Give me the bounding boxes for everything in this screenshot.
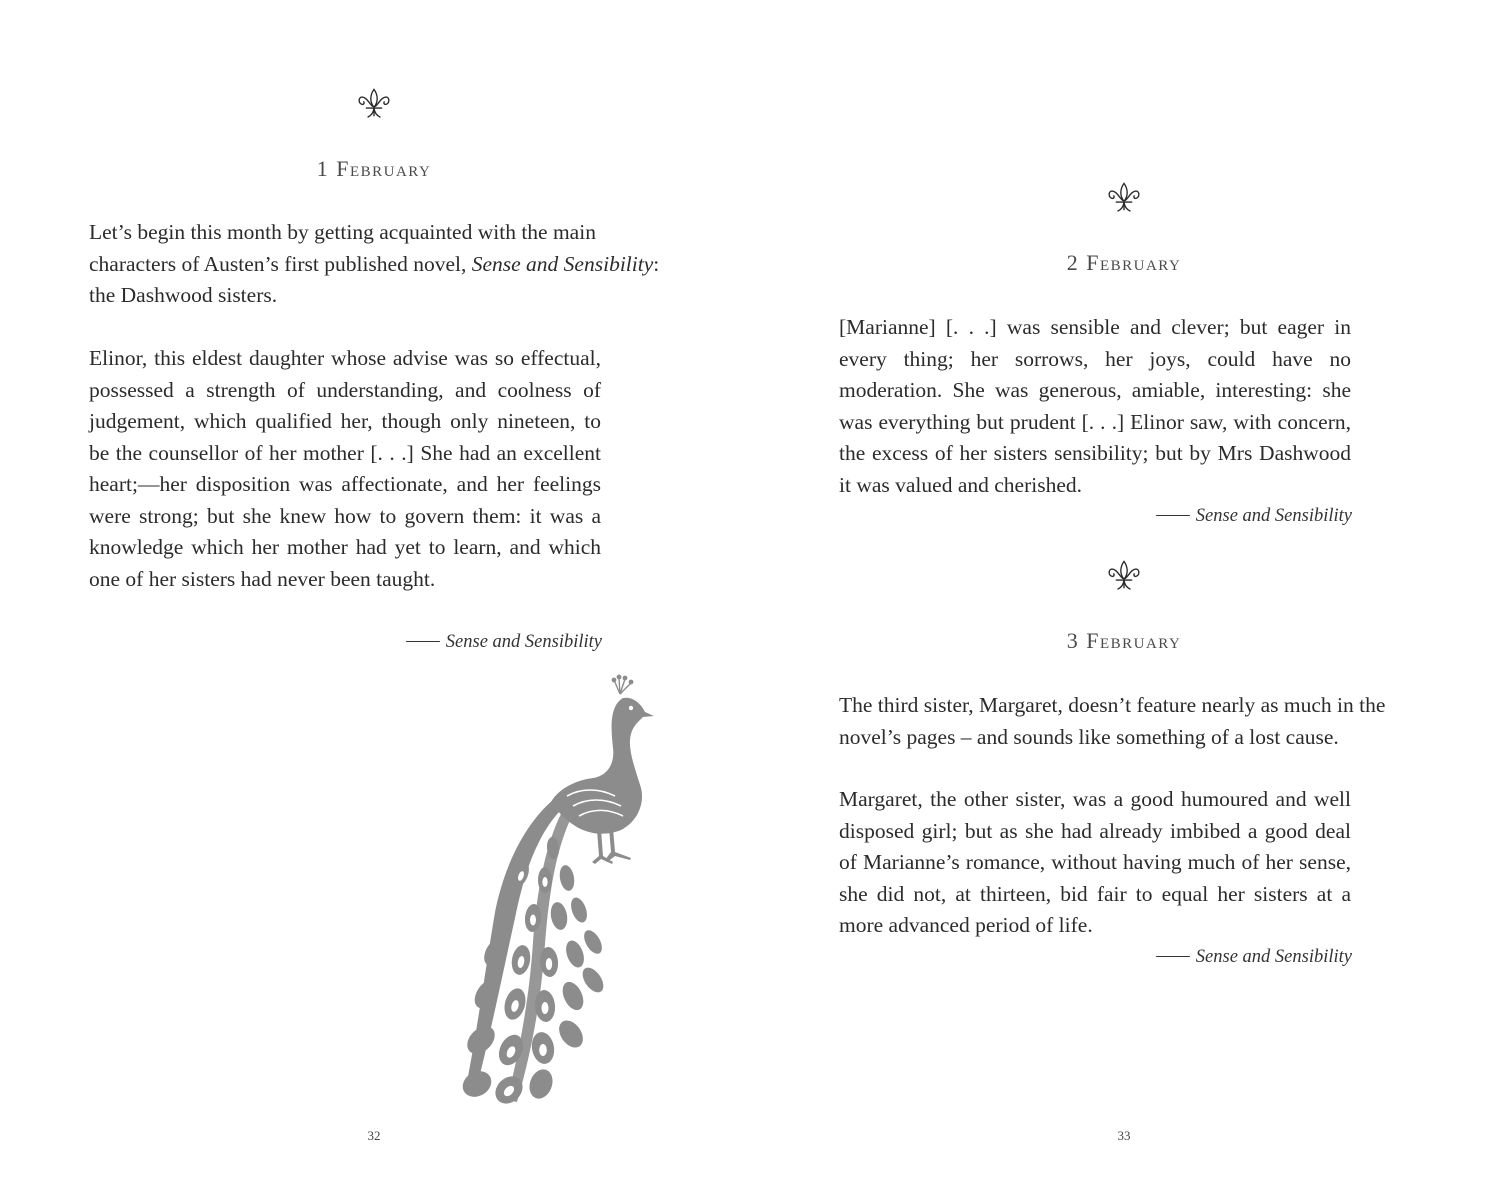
- entry-date-feb-3: 3 February: [1066, 628, 1182, 653]
- dash-rule: [1156, 515, 1190, 516]
- page-number: 32: [367, 1128, 381, 1143]
- page-number: 33: [1117, 1128, 1131, 1143]
- attribution: [1156, 947, 1352, 968]
- attribution-text: Sense and Sensibility: [1195, 506, 1352, 526]
- intro-text: Let’s begin this month by getting acquainted with the main characters of Austen’s first published novel,: [89, 220, 596, 276]
- entry-quote: Elinor, this eldest daughter whose advise was so effectual, possessed a strength of understanding, and coolness of judgement, which qualified her, though only nineteen, to be the counsellor of her mother [. . .] She had an excellent heart;—her disposition was affectionate, and her feelings were strong; but she knew how to govern them: it was a knowledge which her mother had yet to learn, and which one of her sisters had never been taught.: [89, 346, 601, 591]
- entry-quote: Margaret, the other sister, was a good humoured and well disposed girl; but as she had already imbibed a good deal of Marianne’s romance, without having much of her sense, she did not, at thirteen, bid fair to equal her sisters at a more advanced period of life.: [839, 787, 1351, 937]
- fleur-de-lis-icon: [357, 86, 391, 120]
- attribution: [1156, 506, 1352, 527]
- attribution-text: Sense and Sensibility: [445, 632, 602, 652]
- right-page: [750, 0, 1500, 1179]
- intro-suffix: : the Dashwood sisters.: [89, 251, 660, 307]
- entry-date-feb-1: 1 February: [316, 156, 432, 181]
- attribution-text: Sense and Sensibility: [1195, 947, 1352, 967]
- entry-quote: [Marianne] [. . .] was sensible and clever; but eager in every thing; her sorrows, her joys, could have no moderation. She was generous, amiable, interesting: she was everything but prudent [. . .] Elinor saw, with concern, the excess of her sisters sensibility; but by Mrs Dashwood it was valued and cherished.: [839, 315, 1351, 497]
- entry-intro: [89, 217, 661, 312]
- fleur-de-lis-icon: [1107, 558, 1141, 592]
- fleur-de-lis-icon: [1107, 180, 1141, 214]
- dash-rule: [1156, 956, 1190, 957]
- entry-intro: The third sister, Margaret, doesn’t feature nearly as much in the novel’s pages – and sounds like something of a lost cause.: [839, 693, 1386, 749]
- peacock-illustration: [455, 672, 670, 1112]
- attribution: [406, 632, 602, 653]
- intro-book-title: Sense and Sensibility: [471, 251, 654, 276]
- entry-date-feb-2: 2 February: [1066, 250, 1182, 275]
- dash-rule: [406, 641, 440, 642]
